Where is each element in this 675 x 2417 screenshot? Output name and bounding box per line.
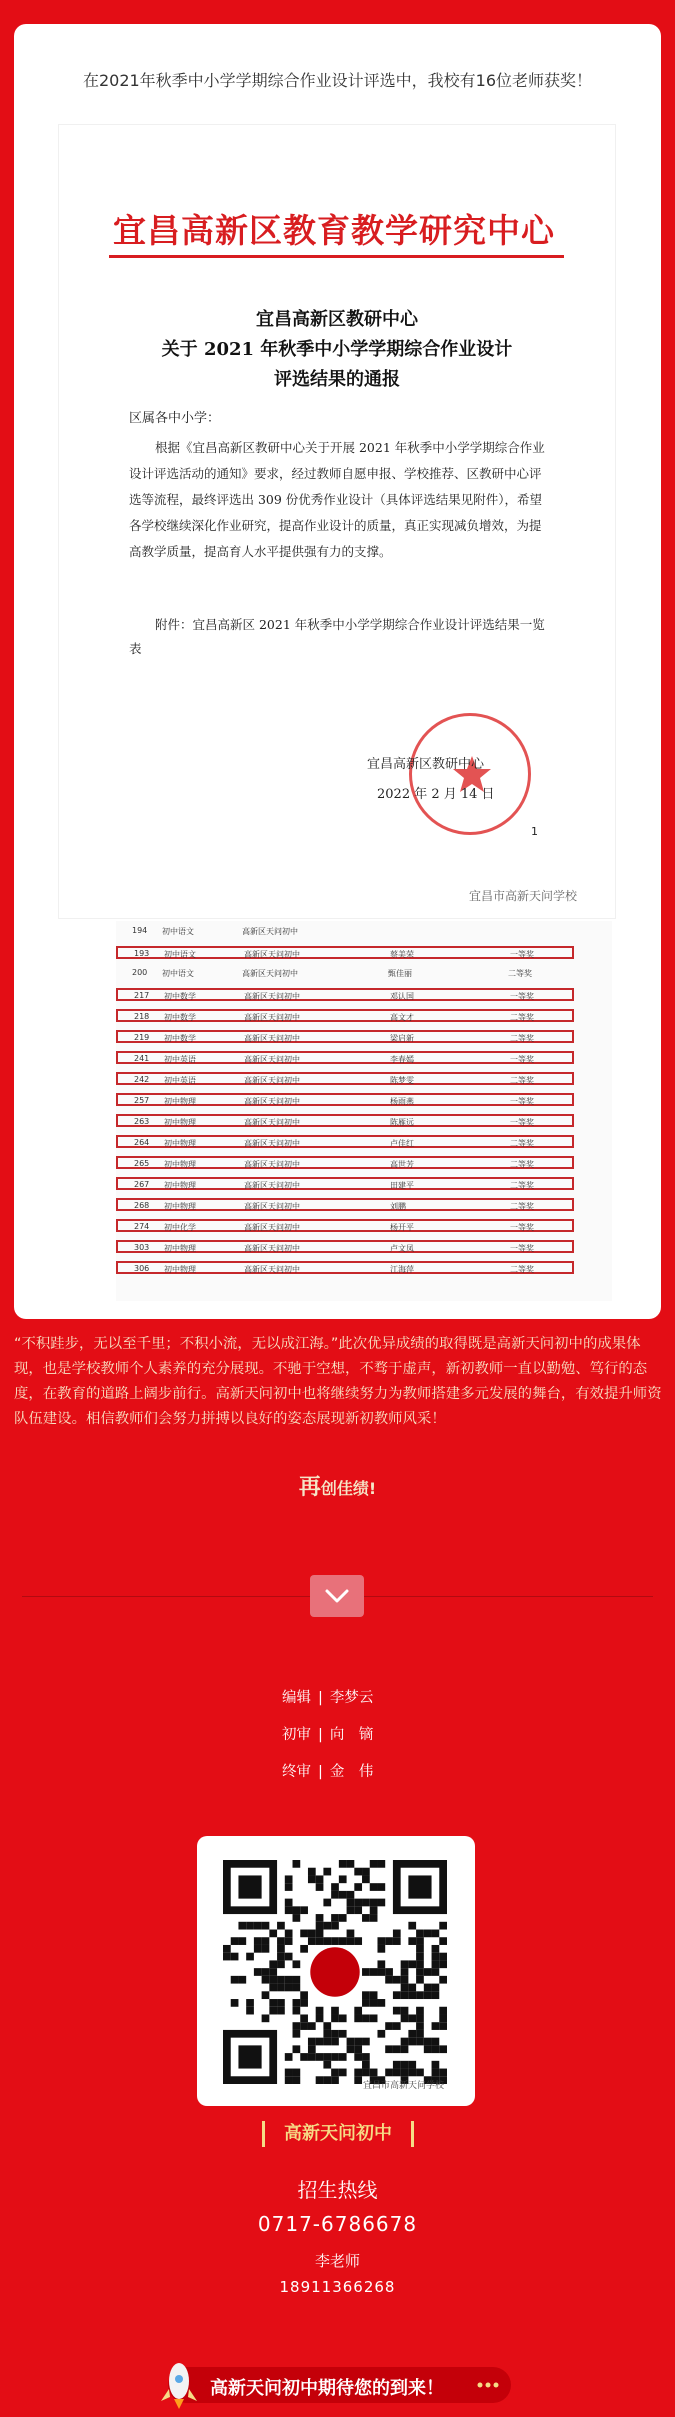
table-cell-award: 一等奖	[510, 1118, 534, 1127]
watermark: 宜昌市高新天问学校	[469, 889, 578, 903]
table-cell-name: 刘鹏	[390, 1202, 406, 1211]
table-cell-school: 高新区天问初中	[242, 969, 298, 978]
credit-editor: 编辑 | 李梦云	[282, 1690, 374, 1706]
table-cell-no: 264	[134, 1138, 150, 1147]
table-row	[116, 1051, 574, 1064]
table-cell-award: 二等奖	[510, 1202, 534, 1211]
table-row	[116, 1219, 574, 1232]
table-cell-school: 高新区天问初中	[244, 1055, 300, 1064]
notice-title-line-1: 宜昌高新区教研中心	[256, 309, 418, 330]
table-cell-subject: 初中数学	[164, 1034, 196, 1043]
table-cell-award: 二等奖	[510, 1139, 534, 1148]
table-cell-no: 193	[134, 949, 150, 958]
table-cell-no: 194	[132, 926, 148, 935]
slogan-small: 创佳绩!	[320, 1479, 377, 1498]
table-cell-name: 江海萍	[390, 1265, 414, 1274]
table-row	[116, 946, 574, 959]
welcome-banner	[168, 2367, 511, 2403]
table-row	[116, 925, 574, 938]
table-cell-school: 高新区天问初中	[244, 1160, 300, 1169]
table-cell-no: 219	[134, 1033, 150, 1042]
table-cell-name: 甄佳丽	[388, 969, 412, 978]
notice-date: 2022 年 2 月 14 日	[377, 787, 495, 802]
hotline-title: 招生热线	[297, 2178, 378, 2202]
credit-role: 终审	[282, 1764, 311, 1780]
slogan	[0, 1470, 675, 1501]
table-cell-award: 一等奖	[510, 950, 534, 959]
official-seal	[409, 713, 531, 835]
table-cell-no: 274	[134, 1222, 150, 1231]
table-cell-name: 高文才	[390, 1013, 414, 1022]
table-row	[116, 1093, 574, 1106]
table-cell-school: 高新区天问初中	[244, 1013, 300, 1022]
credit-name: 李梦云	[329, 1690, 374, 1706]
school-logo-icon	[310, 1947, 359, 1996]
qr-code[interactable]	[223, 1860, 447, 2084]
table-cell-subject: 初中语文	[162, 927, 194, 936]
table-cell-school: 高新区天问初中	[244, 1244, 300, 1253]
table-cell-subject: 初中物理	[164, 1181, 196, 1190]
table-cell-award: 一等奖	[510, 992, 534, 1001]
credit-name: 金 伟	[329, 1764, 374, 1780]
notice-salutation: 区属各中小学：	[129, 411, 221, 426]
table-cell-no: 303	[134, 1243, 150, 1252]
notice-header: 宜昌高新区教育教学研究中心	[113, 211, 555, 250]
table-cell-school: 高新区天问初中	[244, 950, 300, 959]
table-cell-award: 二等奖	[510, 1076, 534, 1085]
notice-title-line-2: 关于 2021 年秋季中小学学期综合作业设计	[161, 339, 513, 360]
table-cell-subject: 初中数学	[164, 1013, 196, 1022]
table-cell-award: 二等奖	[510, 1013, 534, 1022]
table-cell-name: 陈梦雯	[390, 1076, 414, 1085]
table-row	[116, 1198, 574, 1211]
decorative-dots	[476, 2380, 500, 2390]
contact-phone: 18911366268	[279, 2278, 396, 2296]
table-cell-no: 257	[134, 1096, 150, 1105]
table-cell-subject: 初中物理	[164, 1139, 196, 1148]
table-cell-award: 一等奖	[510, 1223, 534, 1232]
table-cell-no: 265	[134, 1159, 150, 1168]
table-cell-name: 李春嫣	[390, 1055, 414, 1064]
table-row	[116, 1261, 574, 1274]
table-row	[116, 1177, 574, 1190]
chevron-down-icon	[310, 1575, 364, 1617]
table-row	[116, 1240, 574, 1253]
table-cell-no: 218	[134, 1012, 150, 1021]
table-cell-school: 高新区天问初中	[244, 1076, 300, 1085]
table-cell-award: 二等奖	[510, 1160, 534, 1169]
table-cell-subject: 初中物理	[164, 1097, 196, 1106]
table-cell-award: 二等奖	[510, 1181, 534, 1190]
table-cell-no: 200	[132, 968, 148, 977]
table-cell-no: 268	[134, 1201, 150, 1210]
table-cell-subject: 初中化学	[164, 1223, 196, 1232]
table-cell-name: 蔡美荣	[390, 950, 414, 959]
table-cell-school: 高新区天问初中	[244, 1265, 300, 1274]
table-cell-subject: 初中英语	[164, 1076, 196, 1085]
table-cell-school: 高新区天问初中	[244, 1097, 300, 1106]
school-name: 高新天问初中	[262, 2121, 414, 2147]
table-cell-name: 杨雨燕	[390, 1097, 414, 1106]
table-cell-award: 一等奖	[510, 1055, 534, 1064]
notice-body: 根据《宜昌高新区教研中心关于开展 2021 年秋季中小学学期综合作业设计评选活动的通知》要求，经过教师自愿申报、学校推荐、区教研中心评选等流程，最终评选出 309 份优秀作业设计（具体评选结果见附件），希望各学校继续深化作业研究，提高作业设计的质量，真正实现减负增效，为提高教学质量，提高育人水平提供强有力的支撑。	[129, 440, 545, 559]
table-cell-school: 高新区天问初中	[242, 927, 298, 936]
notice-document	[58, 124, 616, 919]
page-number: 1	[531, 825, 538, 838]
slogan-big: 再	[298, 1475, 321, 1500]
table-cell-no: 263	[134, 1117, 150, 1126]
table-cell-subject: 初中物理	[164, 1202, 196, 1211]
table-cell-school: 高新区天问初中	[244, 1118, 300, 1127]
notice-title-line-3: 评选结果的通报	[274, 369, 400, 390]
table-row	[116, 1135, 574, 1148]
table-cell-award: 二等奖	[510, 1034, 534, 1043]
table-cell-name: 卢文凤	[390, 1244, 414, 1253]
table-cell-school: 高新区天问初中	[244, 1034, 300, 1043]
qr-card	[197, 1836, 475, 2106]
table-cell-subject: 初中数学	[164, 992, 196, 1001]
notice-attachment: 附件：宜昌高新区 2021 年秋季中小学学期综合作业设计评选结果一览表	[129, 617, 545, 656]
table-row	[116, 1114, 574, 1127]
table-cell-school: 高新区天问初中	[244, 992, 300, 1001]
table-cell-name: 陈雁远	[390, 1118, 414, 1127]
table-cell-no: 242	[134, 1075, 150, 1084]
quote-paragraph: “不积跬步，无以至千里；不积小流，无以成江海。”此次优异成绩的取得既是高新天问初中的成果体现，也是学校教师个人素养的充分展现。不驰于空想，不骛于虚声，新初教师一直以勤勉、笃行的态度，在教育的道路上阔步前行。高新天问初中也将继续努力为教师搭建多元发展的舞台，有效提升师资队伍建设。相信教师们会努力拼搏以良好的姿态展现新初教师风采！	[14, 1336, 662, 1427]
table-cell-name: 梁启新	[390, 1034, 414, 1043]
table-cell-subject: 初中语文	[162, 969, 194, 978]
table-row	[116, 1072, 574, 1085]
credit-name: 向 镝	[329, 1727, 374, 1743]
table-cell-subject: 初中物理	[164, 1118, 196, 1127]
table-cell-school: 高新区天问初中	[244, 1223, 300, 1232]
table-cell-school: 高新区天问初中	[244, 1202, 300, 1211]
table-cell-school: 高新区天问初中	[244, 1139, 300, 1148]
table-row	[116, 1009, 574, 1022]
intro-text: 在2021年秋季中小学学期综合作业设计评选中，我校有16位老师获奖！	[82, 71, 593, 90]
table-row	[116, 988, 574, 1001]
qr-caption: 宜昌市高新天问学校	[363, 2081, 445, 2091]
table-cell-name: 高世芳	[390, 1160, 414, 1169]
header-rule	[109, 255, 564, 258]
table-row	[116, 967, 574, 980]
table-cell-subject: 初中物理	[164, 1244, 196, 1253]
credit-first-review: 初审 | 向 镝	[282, 1727, 374, 1743]
table-cell-subject: 初中英语	[164, 1055, 196, 1064]
credit-final-review: 终审 | 金 伟	[282, 1764, 374, 1780]
results-table	[116, 921, 612, 1301]
notice-signature: 宜昌高新区教研中心	[367, 757, 485, 772]
contact-person: 李老师	[314, 2252, 360, 2270]
table-cell-name: 田建平	[390, 1181, 414, 1190]
table-cell-name: 邓认国	[390, 992, 414, 1001]
rocket-icon	[156, 2361, 202, 2411]
table-cell-no: 241	[134, 1054, 150, 1063]
table-cell-no: 306	[134, 1264, 150, 1273]
credit-role: 编辑	[282, 1690, 311, 1706]
banner-text: 高新天问初中期待您的到来！	[210, 2378, 444, 2399]
table-cell-subject: 初中语文	[164, 950, 196, 959]
hotline-number: 0717-6786678	[257, 2212, 418, 2236]
table-cell-award: 二等奖	[510, 1265, 534, 1274]
table-cell-no: 267	[134, 1180, 150, 1189]
table-cell-award: 一等奖	[510, 1244, 534, 1253]
table-cell-school: 高新区天问初中	[244, 1181, 300, 1190]
table-cell-no: 217	[134, 991, 150, 1000]
table-cell-award: 二等奖	[508, 969, 532, 978]
table-row	[116, 1156, 574, 1169]
expand-button[interactable]	[310, 1575, 364, 1617]
table-row	[116, 1030, 574, 1043]
article-card	[14, 24, 661, 1319]
table-cell-name: 卢佳红	[390, 1139, 414, 1148]
table-cell-name: 杨开平	[390, 1223, 414, 1232]
table-margin	[574, 921, 612, 1301]
table-cell-award: 一等奖	[510, 1097, 534, 1106]
credit-role: 初审	[282, 1727, 311, 1743]
table-cell-subject: 初中物理	[164, 1160, 196, 1169]
table-cell-subject: 初中物理	[164, 1265, 196, 1274]
